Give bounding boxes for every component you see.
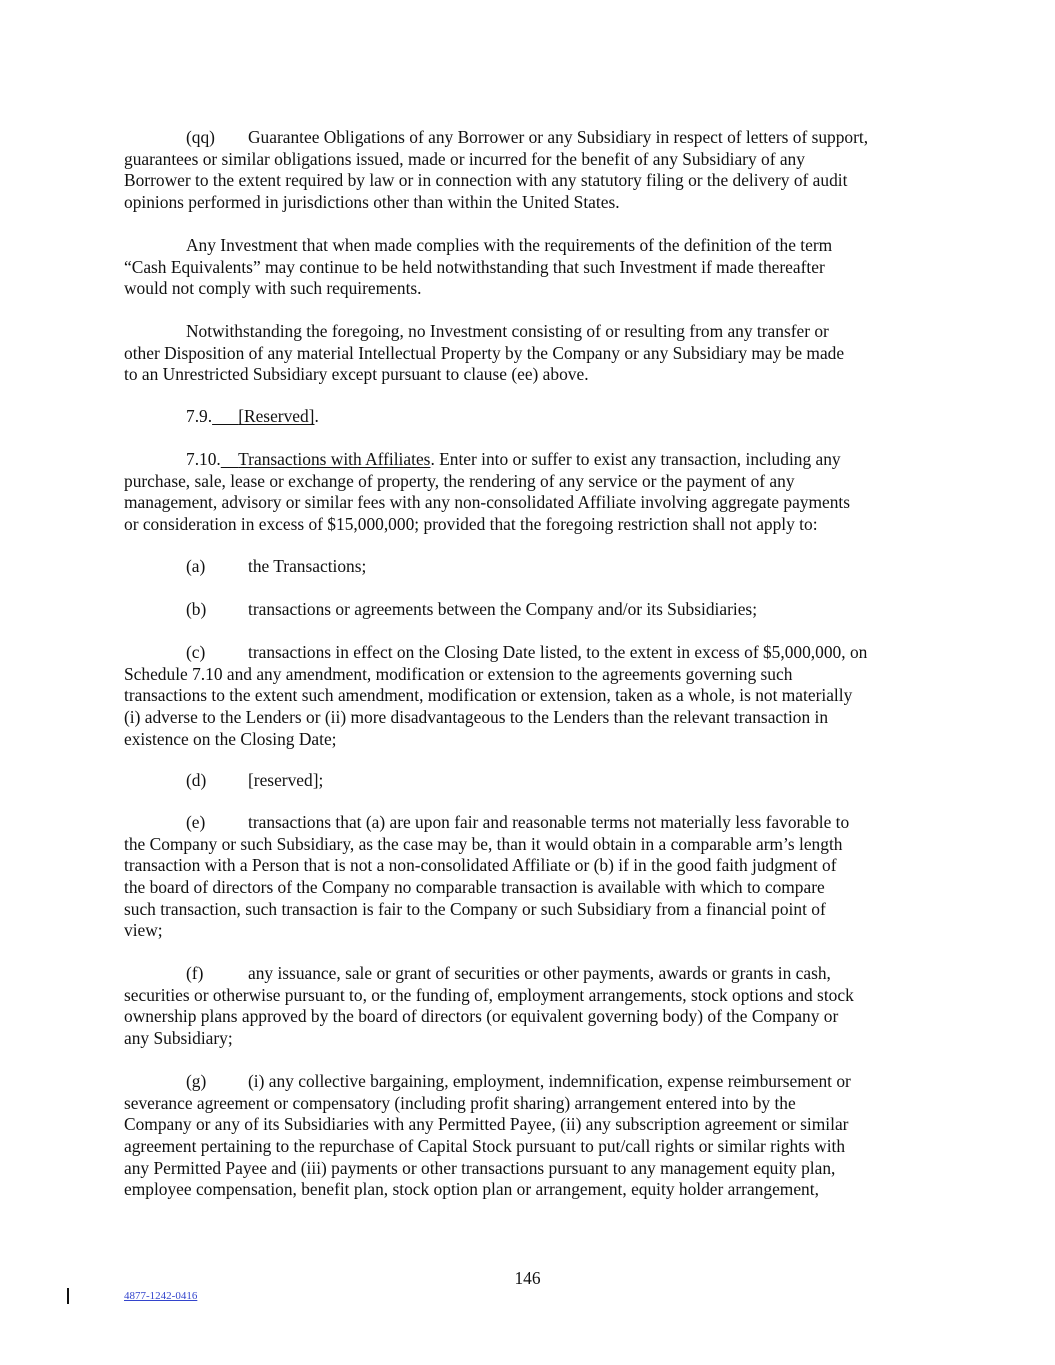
clause-c xyxy=(124,642,944,750)
clause-e xyxy=(124,812,944,942)
clause-a xyxy=(124,556,944,578)
clause-g xyxy=(124,1071,944,1201)
text-line: transactions or agreements between the Company and/or its Subsidiaries; xyxy=(248,599,758,619)
text-line: [reserved]; xyxy=(248,770,324,790)
clause-f xyxy=(124,963,944,1050)
section-7-9 xyxy=(124,406,944,428)
text-line: the Transactions; xyxy=(248,556,367,576)
clause-label: (c) xyxy=(186,642,206,662)
clause-label: (e) xyxy=(186,812,206,832)
section-7-10 xyxy=(124,449,944,536)
text-line: “Cash Equivalents” may continue to be held notwithstanding that such Investment if made thereafter xyxy=(124,256,825,277)
text-line: purchase, sale, lease or exchange of property, the rendering of any service or the payment of any xyxy=(124,470,795,491)
text-line: transactions that (a) are upon fair and reasonable terms not materially less favorable to xyxy=(248,812,850,832)
text-line: would not comply with such requirements. xyxy=(124,278,422,299)
text-line: transactions in effect on the Closing Date listed, to the extent in excess of $5,000,000, on xyxy=(248,642,868,662)
change-bar xyxy=(67,1288,69,1304)
text-line: guarantees or similar obligations issued, made or incurred for the benefit of any Subsidiary of any xyxy=(124,148,805,169)
text-line: (i) any collective bargaining, employment, indemnification, expense reimbursement or xyxy=(248,1071,851,1091)
clause-label: (d) xyxy=(186,770,207,790)
text-line: view; xyxy=(124,920,163,941)
text-line: Schedule 7.10 and any amendment, modification or extension to the agreements governing such xyxy=(124,663,793,684)
text-line: Company or any of its Subsidiaries with any Permitted Payee, (ii) any subscription agreement or similar xyxy=(124,1114,849,1135)
text-line: securities or otherwise pursuant to, or the funding of, employment arrangements, stock options and stock xyxy=(124,984,854,1005)
text-line: any issuance, sale or grant of securities or other payments, awards or grants in cash, xyxy=(248,963,831,983)
paragraph-cash-equivalents xyxy=(124,235,944,300)
text-line: existence on the Closing Date; xyxy=(124,728,337,749)
section-title-spacer xyxy=(221,449,238,469)
section-number: 7.10. xyxy=(186,449,221,469)
clause-label: (qq) xyxy=(186,127,215,147)
text-line: Notwithstanding the foregoing, no Investment consisting of or resulting from any transfer or xyxy=(186,321,829,341)
clause-label: (f) xyxy=(186,963,204,983)
text-line: such transaction, such transaction is fair to the Company or such Subsidiary from a financial point of xyxy=(124,898,826,919)
text-line: Any Investment that when made complies with the requirements of the definition of the term xyxy=(186,235,833,255)
clause-label: (a) xyxy=(186,556,206,576)
section-title: Transactions with Affiliates xyxy=(238,449,431,469)
text-line: severance agreement or compensatory (including profit sharing) arrangement entered into by the xyxy=(124,1092,796,1113)
text-line: employee compensation, benefit plan, stock option plan or arrangement, equity holder arrangement, xyxy=(124,1179,819,1200)
text-line: opinions performed in jurisdictions other than within the United States. xyxy=(124,192,620,213)
section-number: 7.9. xyxy=(186,406,213,426)
section-title-spacer xyxy=(212,406,238,426)
text-line: Borrower to the extent required by law or in connection with any statutory filing or the delivery of audit xyxy=(124,170,848,191)
text-line: to an Unrestricted Subsidiary except pursuant to clause (ee) above. xyxy=(124,364,589,385)
text-line: any Permitted Payee and (iii) payments or other transactions pursuant to any management equity plan, xyxy=(124,1157,836,1178)
text-line: or consideration in excess of $15,000,000; provided that the foregoing restriction shall not apply to: xyxy=(124,514,818,535)
clause-b xyxy=(124,599,944,621)
clause-qq xyxy=(124,127,944,214)
text-line: the Company or such Subsidiary, as the case may be, than it would obtain in a comparable arm’s length xyxy=(124,833,843,854)
section-title: [Reserved] xyxy=(238,406,315,426)
paragraph-notwithstanding xyxy=(124,321,944,386)
section-trail: . xyxy=(314,406,319,426)
clause-label: (g) xyxy=(186,1071,207,1091)
text-line: any Subsidiary; xyxy=(124,1028,233,1049)
text-line: . Enter into or suffer to exist any transaction, including any xyxy=(430,449,841,469)
document-id-link[interactable]: 4877-1242-0416 xyxy=(124,1290,198,1302)
page-number: 146 xyxy=(514,1268,541,1288)
clause-d xyxy=(124,770,944,792)
text-line: transactions to the extent such amendment, modification or extension, taken as a whole, is not materially xyxy=(124,685,853,706)
text-line: transaction with a Person that is not a non-consolidated Affiliate or (b) if in the good faith judgment of xyxy=(124,855,837,876)
text-line: ownership plans approved by the board of directors (or equivalent governing body) of the Company or xyxy=(124,1006,839,1027)
text-line: management, advisory or similar fees with any non-consolidated Affiliate involving aggregate payments xyxy=(124,492,851,513)
text-line: (i) adverse to the Lenders or (ii) more disadvantageous to the Lenders than the relevant transaction in xyxy=(124,707,829,728)
clause-label: (b) xyxy=(186,599,207,619)
text-line: Guarantee Obligations of any Borrower or any Subsidiary in respect of letters of support, xyxy=(248,127,869,147)
text-line: agreement pertaining to the repurchase of Capital Stock pursuant to put/call rights or similar rights with xyxy=(124,1136,846,1157)
text-line: other Disposition of any material Intellectual Property by the Company or any Subsidiary may be made xyxy=(124,342,845,363)
text-line: the board of directors of the Company no comparable transaction is available with which to compare xyxy=(124,877,825,898)
